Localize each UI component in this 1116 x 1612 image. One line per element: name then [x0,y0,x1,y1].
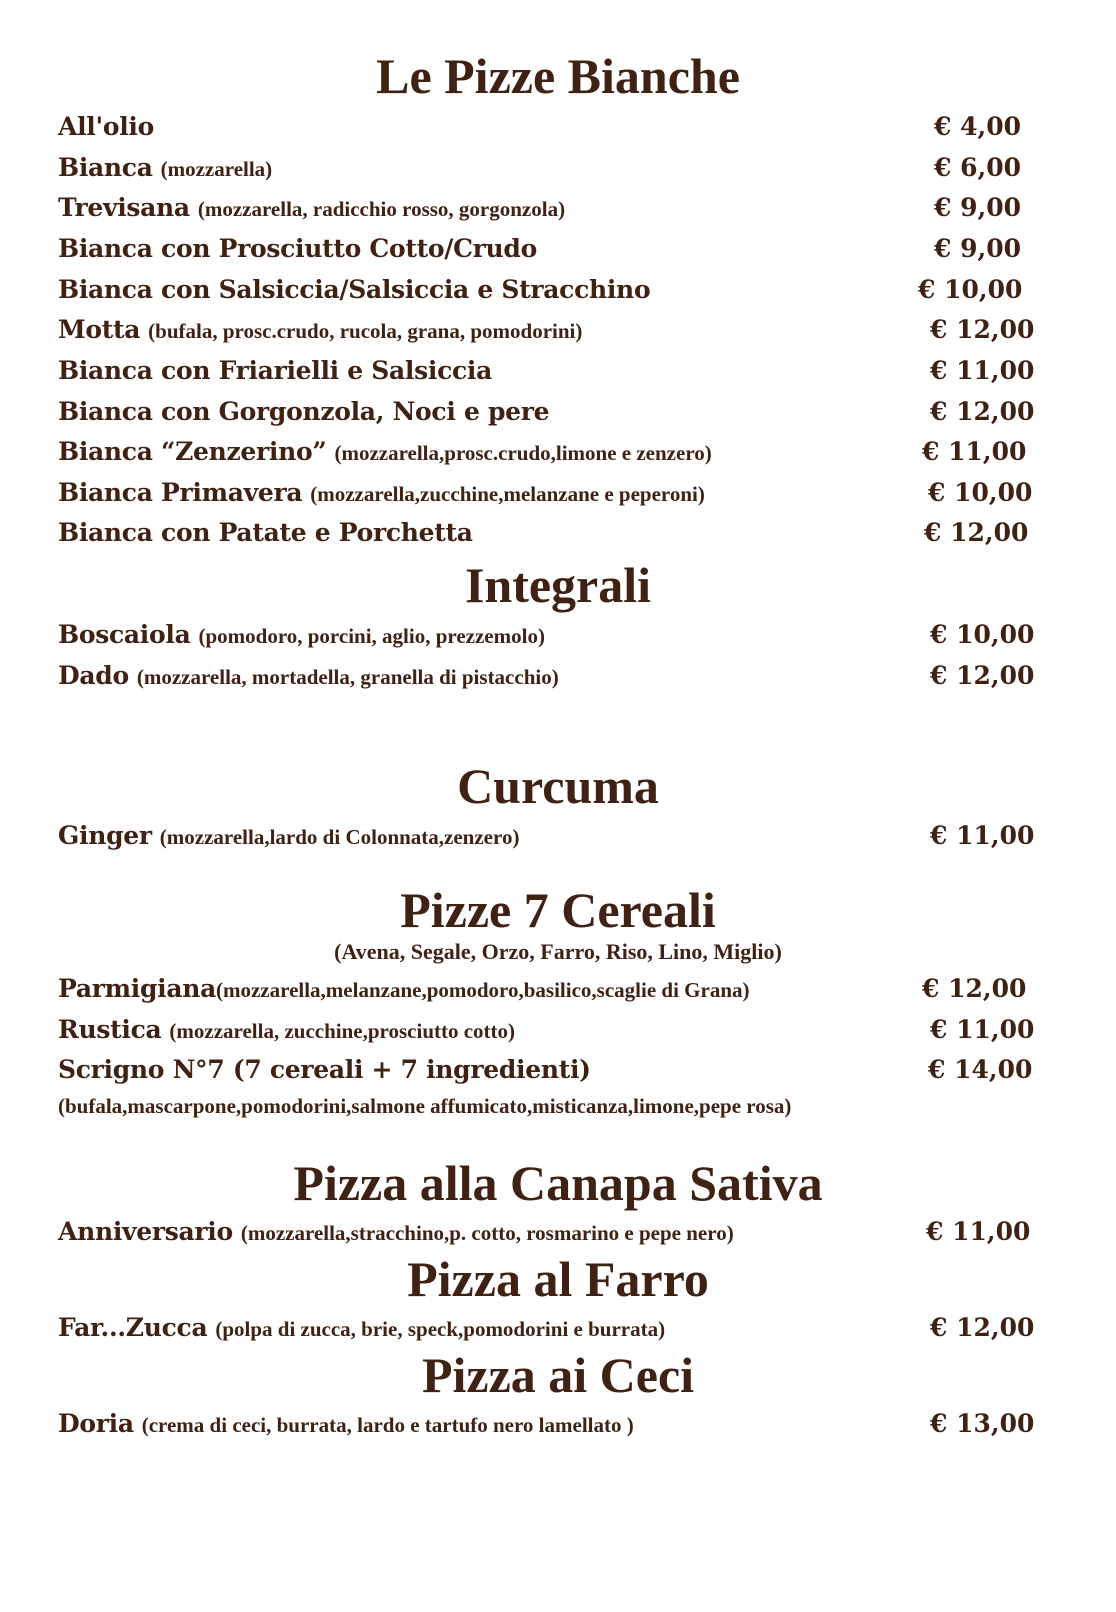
item-name: Bianca Primavera [58,478,303,507]
item-name: Anniversario [58,1217,233,1246]
item-price: € 11,00 [930,821,1035,850]
item-name: All'olio [58,112,154,141]
item-price: € 6,00 [934,153,1021,182]
item-name: Boscaiola [58,620,191,649]
item-description: (crema di ceci, burrata, lardo e tartufo nero lamellato ) [141,1413,634,1437]
section-subtitle-cereali: (Avena, Segale, Orzo, Farro, Riso, Lino, Miglio) [334,939,782,964]
item-price: € 12,00 [930,397,1035,426]
item-name: Bianca “Zenzerino” [58,437,327,466]
section-title-farro: Pizza al Farro [407,1251,709,1307]
item-extra-ingredients: (bufala,mascarpone,pomodorini,salmone affumicato,misticanza,limone,pepe rosa) [58,1094,792,1118]
item-description: (mozzarella, radicchio rosso, gorgonzola) [197,197,566,221]
item-price: € 11,00 [930,356,1035,385]
section-title-7-cereali: Pizze 7 Cereali [400,882,716,938]
item-price: € 10,00 [928,478,1033,507]
menu-item [58,188,1058,228]
item-price: € 13,00 [930,1409,1035,1438]
item-name: Rustica [58,1015,162,1044]
menu-item [58,270,1058,310]
item-price: € 9,00 [934,234,1021,263]
item-price: € 12,00 [924,518,1029,547]
menu-item [58,310,1058,350]
menu-item [58,107,1058,147]
section-title-canapa-sativa: Pizza alla Canapa Sativa [293,1155,823,1211]
item-price: € 4,00 [934,112,1021,141]
item-name: Far...Zucca [58,1313,208,1342]
section-title-ceci: Pizza ai Ceci [421,1347,695,1403]
item-price: € 10,00 [918,275,1023,304]
item-description: (mozzarella, zucchine,prosciutto cotto) [169,1019,516,1043]
item-description: (mozzarella,prosc.crudo,limone e zenzero) [334,441,712,465]
section-title-integrali: Integrali [464,557,652,613]
item-price: € 12,00 [930,1313,1035,1342]
item-price: € 11,00 [930,1015,1035,1044]
menu-item [58,615,1058,655]
menu-item [58,229,1058,269]
menu-item [58,816,1058,856]
item-price: € 14,00 [928,1055,1033,1084]
menu-item [58,1212,1058,1252]
menu-item [58,432,1058,472]
item-description: (mozzarella,melanzane,pomodoro,basilico,scaglie di Grana) [216,978,750,1002]
item-name: Bianca con Friarielli e Salsiccia [58,356,493,385]
item-description: (mozzarella,lardo di Colonnata,zenzero) [159,825,520,849]
item-description: (mozzarella,stracchino,p. cotto, rosmarino e pepe nero) [240,1221,734,1245]
item-price: € 12,00 [922,974,1027,1003]
menu-item [58,1404,1058,1444]
item-description: (pomodoro, porcini, aglio, prezzemolo) [198,624,545,648]
section-title-curcuma: Curcuma [457,758,659,814]
item-price: € 11,00 [926,1217,1031,1246]
item-price: € 12,00 [930,661,1035,690]
item-name: Bianca con Patate e Porchetta [58,518,473,547]
menu-item [58,1010,1058,1050]
item-name: Doria [58,1409,134,1438]
item-price: € 12,00 [930,315,1035,344]
menu-item [58,1050,1058,1090]
menu-item [58,513,1058,553]
item-name: Motta [58,315,141,344]
menu-item [58,392,1058,432]
item-description: (polpa di zucca, brie, speck,pomodorini e burrata) [215,1317,666,1341]
item-price: € 10,00 [930,620,1035,649]
menu-item [58,1308,1058,1348]
item-name: Bianca con Gorgonzola, Noci e pere [58,397,550,426]
item-description: (mozzarella) [160,157,273,181]
menu-item [58,473,1058,513]
menu-item [58,148,1058,188]
item-description: (mozzarella,zucchine,melanzane e peperoni) [310,482,705,506]
item-name: Dado [58,661,129,690]
item-name: Bianca [58,153,153,182]
item-name: Trevisana [58,193,190,222]
item-description: (mozzarella, mortadella, granella di pistacchio) [136,665,559,689]
item-price: € 11,00 [922,437,1027,466]
item-name: Bianca con Salsiccia/Salsiccia e Stracchino [58,275,651,304]
section-title-pizze-bianche: Le Pizze Bianche [376,48,740,104]
item-name: Bianca con Prosciutto Cotto/Crudo [58,234,537,263]
item-price: € 9,00 [934,193,1021,222]
item-name: Scrigno N°7 (7 cereali + 7 ingredienti) [58,1055,591,1084]
item-name: Parmigiana [58,974,216,1003]
menu-item [58,351,1058,391]
item-name: Ginger [58,821,152,850]
menu-item [58,969,1058,1009]
item-description: (bufala, prosc.crudo, rucola, grana, pomodorini) [148,319,583,343]
menu-item [58,656,1058,696]
